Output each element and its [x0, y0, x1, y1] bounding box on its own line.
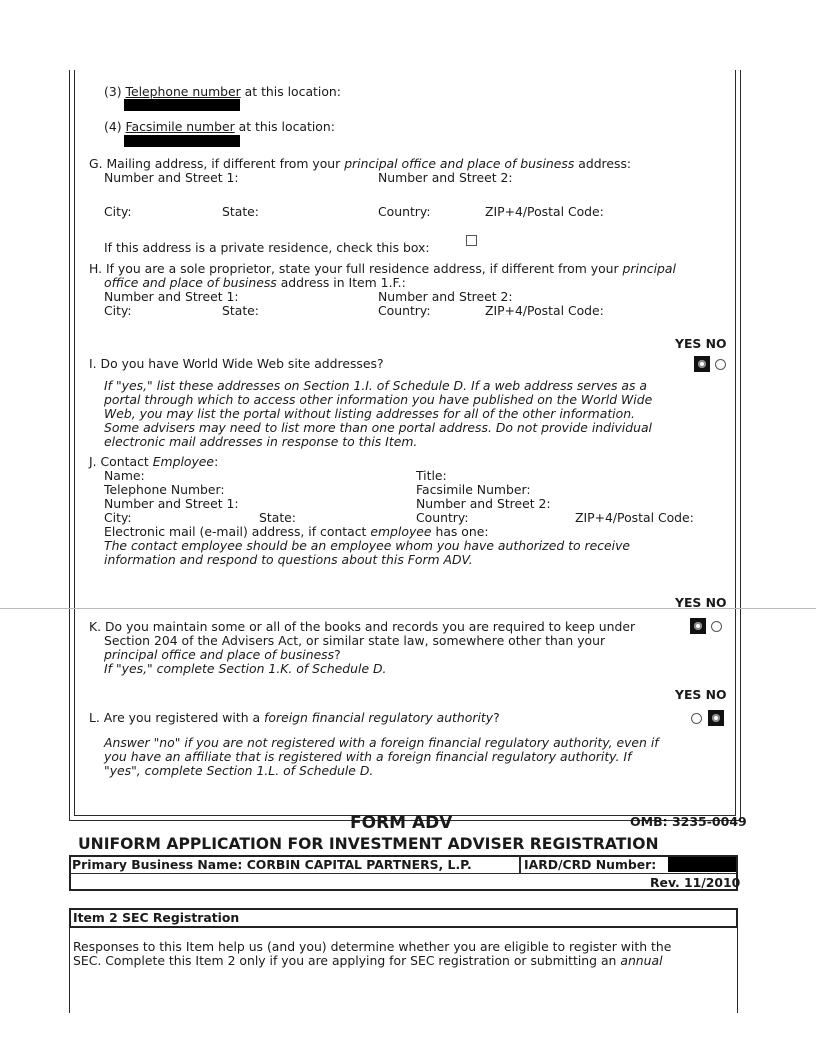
form-title: FORM ADV [350, 813, 453, 833]
iard-label: IARD/CRD Number: [524, 857, 657, 872]
item2-line1: Responses to this Item help us (and you) determine whether you are eligible to register with the [73, 939, 672, 954]
item2-line2: SEC. Complete this Item 2 only if you are applying for SEC registration or submitting an annual [73, 953, 663, 968]
right-border-inner [735, 70, 736, 816]
left-border-outer [69, 70, 70, 820]
private-residence-checkbox[interactable] [466, 235, 477, 246]
j-note-line: The contact employee should be an employee whom you have authorized to receive [104, 538, 631, 553]
section-h-line1: H. If you are a sole proprietor, state your full residence address, if different from your principal [89, 261, 676, 276]
l-no-radio[interactable] [708, 710, 724, 726]
h-country-label: Country: [378, 303, 431, 318]
k-line1: K. Do you maintain some or all of the books and records you are required to keep under [89, 619, 636, 634]
k-note: If "yes," complete Section 1.K. of Schedule D. [104, 661, 387, 676]
k-no-radio[interactable] [711, 621, 722, 632]
g-state-label: State: [222, 204, 259, 219]
item2-right-border [737, 928, 738, 1013]
revision: Rev. 11/2010 [650, 875, 741, 890]
j-zip-label: ZIP+4/Postal Code: [575, 510, 694, 525]
j-title-label: Title: [416, 468, 447, 483]
l-note-line: "yes", complete Section 1.L. of Schedule D. [104, 763, 374, 778]
left-border-inner [74, 70, 75, 816]
i-question: I. Do you have World Wide Web site addresses? [89, 356, 384, 371]
section-g-intro: G. Mailing address, if different from your principal office and place of business address: [89, 156, 632, 171]
i-note-line: Web, you may list the portal without listing addresses for all of the other information. [104, 406, 635, 421]
item2-title: Item 2 SEC Registration [73, 910, 240, 925]
i-yes-no-header: YES NO [675, 336, 727, 351]
j-heading: J. Contact Employee: [89, 454, 219, 469]
h-zip-label: ZIP+4/Postal Code: [485, 303, 604, 318]
fax-redaction [124, 135, 240, 147]
h-city-label: City: [104, 303, 132, 318]
i-note-line: electronic mail addresses in response to this Item. [104, 434, 418, 449]
business-name: Primary Business Name: CORBIN CAPITAL PARTNERS, L.P. [72, 857, 472, 872]
i-note-line: portal through which to access other information you have published on the World Wide [104, 392, 653, 407]
j-facsimile-label: Facsimile Number: [416, 482, 531, 497]
iard-redaction [668, 857, 736, 872]
g-zip-label: ZIP+4/Postal Code: [485, 204, 604, 219]
h-state-label: State: [222, 303, 259, 318]
g-private-residence-label: If this address is a private residence, check this box: [104, 240, 430, 255]
i-no-radio[interactable] [715, 359, 726, 370]
k-line2: Section 204 of the Advisers Act, or similar state law, somewhere other than your [104, 633, 606, 648]
business-name-divider [69, 873, 738, 874]
telephone-label: (3) Telephone number at this location: [104, 84, 341, 99]
g-city-label: City: [104, 204, 132, 219]
i-note-line: Some advisers may need to list more than one portal address. Do not provide individual [104, 420, 652, 435]
g-street2-label: Number and Street 2: [378, 170, 513, 185]
l-yes-no-header: YES NO [675, 687, 727, 702]
j-name-label: Name: [104, 468, 145, 483]
g-country-label: Country: [378, 204, 431, 219]
j-email-label: Electronic mail (e-mail) address, if contact employee has one: [104, 524, 489, 539]
i-note-line: If "yes," list these addresses on Section 1.I. of Schedule D. If a web address serves as a [104, 378, 648, 393]
k-yes-no-header: YES NO [675, 595, 727, 610]
j-country-label: Country: [416, 510, 469, 525]
iard-divider [519, 855, 521, 874]
l-note-line: Answer "no" if you are not registered with a foreign financial regulatory authority, even if [104, 735, 659, 750]
telephone-redaction [124, 99, 240, 111]
h-street2-label: Number and Street 2: [378, 289, 513, 304]
k-yes-radio[interactable] [690, 618, 706, 634]
j-note-line: information and respond to questions about this Form ADV. [104, 552, 473, 567]
j-telephone-label: Telephone Number: [104, 482, 225, 497]
l-yes-radio[interactable] [691, 713, 702, 724]
l-note-line: you have an affiliate that is registered with a foreign financial regulatory authority. If [104, 749, 632, 764]
j-state-label: State: [259, 510, 296, 525]
section-h-line2: office and place of business address in Item 1.F.: [104, 275, 406, 290]
i-yes-radio[interactable] [694, 356, 710, 372]
item2-left-border [69, 928, 70, 1013]
k-line3: principal office and place of business? [104, 647, 341, 662]
j-street1-label: Number and Street 1: [104, 496, 239, 511]
h-street1-label: Number and Street 1: [104, 289, 239, 304]
l-question: L. Are you registered with a foreign financial regulatory authority? [89, 710, 500, 725]
g-street1-label: Number and Street 1: [104, 170, 239, 185]
j-city-label: City: [104, 510, 132, 525]
form-subtitle: UNIFORM APPLICATION FOR INVESTMENT ADVISER REGISTRATION [78, 835, 659, 853]
j-street2-label: Number and Street 2: [416, 496, 551, 511]
omb-number: OMB: 3235-0049 [630, 814, 747, 829]
fax-label: (4) Facsimile number at this location: [104, 119, 335, 134]
right-border-outer [740, 70, 741, 820]
